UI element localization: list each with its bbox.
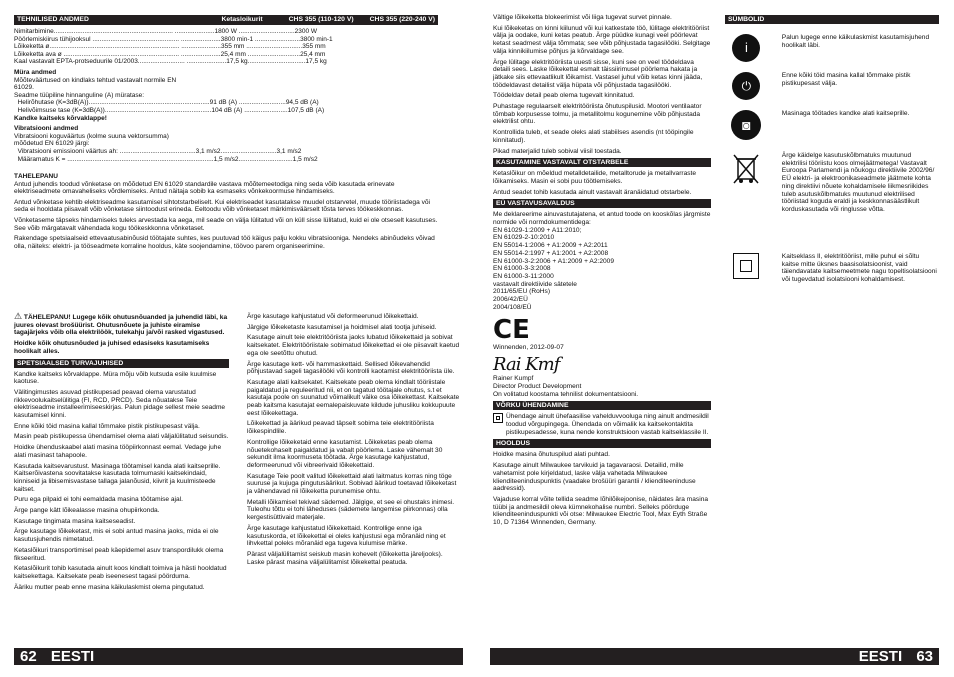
eu-title: EÜ VASTAVUSAVALDUS bbox=[493, 199, 711, 208]
vib-line: Vibratsiooni koguväärtus (kolme suuna vektorsumma) bbox=[14, 132, 169, 140]
safety-paragraph: Pikad materjalid tuleb sobival viisil toestada. bbox=[493, 147, 622, 155]
safety-paragraph: Järgige lõikeketaste kasutamisel ja hoidmisel alati tootja juhiseid. bbox=[247, 323, 437, 331]
noise-line: Helirõhutase (K=3dB(A))...................................................................91 dB (A) ..........................94,5 dB (A) bbox=[14, 99, 319, 107]
signer-authority: On volitatud koostama tehnilist dokumentatsiooni. bbox=[493, 390, 639, 398]
safety-paragraph: Töödeldav detail peab olema tugevalt kinnitatud. bbox=[493, 92, 635, 100]
safety-paragraph: Metalli lõikamisel tekivad sädemed. Jälgige, et see ei ohustaks inimesi. Tuleohu tõttu ei tohi läheduses (sädemete langemise piirkonnas) olla kergestisüttivaid materjale. bbox=[247, 498, 455, 522]
safety-paragraph: Ärge kasutage kahjustatud või deformeerunud lõikekettaid. bbox=[247, 313, 419, 320]
safety-paragraph: Puhastage regulaarselt elektritööriista õhutuspilusid. Mootori ventilaator tõmbab korpusesse tolmu, ja metallitolmu kogunemine võib põhjustada elektrilist ohtu. bbox=[493, 103, 702, 126]
spec-col-label: Ketasloikurit bbox=[221, 16, 263, 23]
symbol-text: Kaitseklass II, elektritööriist, mille puhul ei sõltu kaitse mitte üksnes baasisolatsioonist, vaid täiendavatate kaitsemeetmete nagu topeltisolatsiooni või tugevdatud isolatsiooni kohaldamisest. bbox=[781, 253, 937, 284]
notice-paragraph: Antud võnketase kehtib elektriseadme kasutamisel sihtotstarbeliselt. Kui elektriseadet kasutatakse muudel otstarvetel, muude tööriistadega või seda ei hooldata piisavalt võib võnketase siintoodust erineda. Eeltoodu võib võnketaset märkimisväärselt tõsta terves töökeskkonnas. bbox=[14, 198, 430, 214]
weee-bin-icon bbox=[732, 152, 760, 186]
place-date: Winnenden, 2012-09-07 bbox=[493, 343, 564, 351]
vib-title: Vibratsiooni andmed bbox=[14, 125, 79, 133]
keep-instructions: Hoidke kõik ohutusnõuded ja juhised edasiseks kasutamiseks hoolikalt alles. bbox=[14, 340, 210, 355]
safety-paragraph: Pärast väljalülitamist seiskub masin kohevelt (lõikeketta järeljooks). Laske pärast masina väljalülitamist lõikekettal peatuda. bbox=[247, 550, 443, 566]
eu-norm: EN 61000-3-2:2006 + A1:2009 + A2:2009 bbox=[493, 257, 614, 265]
eu-norm: EN 61029-2-10:2010 bbox=[493, 234, 555, 242]
safety-paragraph: Kasutage tingimata masina kaitseseadist. bbox=[14, 517, 136, 525]
noise-line: 61029. bbox=[14, 84, 34, 92]
symbol-text: Palun lugege enne käikulaskmist kasutamisjuhend hoolikalt läbi. bbox=[781, 34, 930, 49]
signer-name: Rainer Kumpf bbox=[493, 375, 534, 383]
safety-paragraph: Masin peab pistikupessa ühendamisel olema alati väljalülitatud seisundis. bbox=[14, 433, 229, 441]
eu-norm: EN 55014-2:1997 + A1:2001 + A2:2008 bbox=[493, 249, 609, 257]
safety-paragraph: Välitingimustes asuvad pistikupesad peavad olema varustatud rikkevoolukaitselülitiga (FI, RCD, PRCD). Seda nõuatakse Teie elektriseadme installeerimiseeskirjas. Palun pidage sellest meie seadme kasutamisel kinni. bbox=[14, 388, 226, 420]
footer-right bbox=[490, 648, 939, 665]
spec-col-110v: CHS 355 (110-120 V) bbox=[288, 16, 354, 23]
notice-paragraph: Võnketaseme täpseks hindamiseks tuleks arvestada ka aega, mil seade on välja lülitatud või on küll sisse lülitatud, kuid ei ole otseselt kasutuses. See võib märgatavalt vähendada kogu töökeskkonna võnketaset. bbox=[14, 217, 438, 232]
noise-title: Müra andmed bbox=[14, 68, 57, 76]
eu-norm: 2011/65/EU (RoHs) bbox=[493, 288, 551, 296]
symbol-text: Ärge käidelge kasutuskõlbmatuks muutunud elektrilisi tööriistu koos olmejäätmetega! Vastavalt Euroopa Parlamendi ja nõukogu direktiivile 2002/96/ EÜ elektri- ja elektroonikaseadmete jäätmete kohta ning direktiivi nõuete kohaldamisele liikmesriikides tuleb asutuskõlbmatuks muutunud elektrilised tööriistad koguda eraldi ja keskkonnasäästlikult korduskasutada või ringlusse võtta. bbox=[781, 152, 935, 213]
symbol-row bbox=[727, 253, 937, 284]
care-title: HOOLDUS bbox=[493, 439, 711, 448]
noise-line: Mõõteväärtused on kindlaks tehtud vastavalt normile EN bbox=[14, 76, 177, 84]
spec-row: Lõikeketta ø........................................................................ ......................355 mm ...............................355 mm bbox=[14, 43, 326, 51]
warning-triangle-icon: ⚠ bbox=[14, 311, 23, 321]
safety-paragraph: Kasutage Teie poolt valitud lõikekettaid alati laitmatus korras ning töge suuruse ja kujuga pingutusäärikut. Sobivad äärikud toetavad lõikeketast ja vähendavad nii lõikeketta purunemise ohtu. bbox=[247, 472, 457, 496]
spec-row: Lõikeketta ava ø ................................................................ ......................25,4 mm .............................25,4 mm bbox=[14, 50, 326, 58]
warning-text: TÄHELEPANU! Lugege kõik ohutusnõuanded ja juhendid läbi, ka juures olevast brošüürist. Ohutusnõuete ja juhiste eiramise tagajärjeks võib olla elektrilöök, tulekahju ja/või rasked vigastused. bbox=[14, 314, 228, 337]
safety-paragraph: Kasutage alati kaitsekatet. Kaitsekate peab olema kindlalt tööriistale paigaldatud ja reguleeritud nii, et on tagatud töötajale ohutus, s.t et kasutaja poole on suunatud võimalikult väike osa lõikekettast. Kaitsekate peab kaitsma kasutajat eemalepaiskuvate kildude juhusliku kokkupuute eest lõikekettaga. bbox=[247, 378, 460, 417]
net-title: VÕRKU ÜHENDAMINE bbox=[493, 401, 711, 410]
care-paragraph: Vajaduse korral võite tellida seadme lõhilõikejoonise, näidates ära masina tüübi ja andmesildil oleva kümnekohalise numbri. Selleks pöörduge klienditeeninduspunkti või otse: Milwaukee Electric Tool, Max Eyth Straße 10, D 71364 Winnenden, Germany. bbox=[493, 495, 709, 527]
symbols-section bbox=[725, 12, 939, 27]
safety-paragraph: Kandke kaitseks kõrvaklappe. Müra mõju võib kutsuda esile kuulmise kaotuse. bbox=[14, 370, 217, 386]
eu-norm: 2006/42/EÜ bbox=[493, 296, 528, 304]
safety-paragraph: Puru ega pilpaid ei tohi eemaldada masina töötamise ajal. bbox=[14, 496, 183, 504]
eu-norm: EN 61000-3-11:2000 bbox=[493, 272, 554, 280]
right-column-1 bbox=[493, 14, 711, 530]
left-column-1 bbox=[14, 313, 229, 594]
noise-line: Seadme tüüpiline hinnanguline (A) müratase: bbox=[14, 91, 145, 99]
symbol-row bbox=[727, 72, 937, 100]
symbol-text: Enne kõiki töid masina kallal tõmmake pistik pistikupesast välja. bbox=[781, 72, 911, 87]
net-text: Ühendage ainult ühefaasilise vahelduvvooluga ning ainult andmesildil toodud võrgupingega. Ühendada on võimalik ka kaitsekontaktita pistikupesadesse, kuna nende konstruktsioon vastab kaitseklassile II. bbox=[506, 413, 709, 436]
safety-paragraph: Kontrollida tuleb, et seade oleks alati stabiilses asendis (nt tööpingile kinnitatud). bbox=[493, 129, 694, 144]
noise-line: Helivõimsuse tase (K=3dB(A))...........................................................104 dB (A) ........................107,5 dB (A) bbox=[14, 106, 325, 114]
safety-paragraph: Ärge lülitage elektritööriista uuesti sisse, kuni see on veel töödeldava detaili sees. Laske lõikekettal esmalt täissiirimusel pöörlema hakata ja jätkake siis ettevaatlikult lõikamist. Vastasel juhul võib ketas kinni jääda, töödeldavast detailist välja hüpata või põhjustada tagasilööki. bbox=[493, 58, 703, 89]
signature: Rai Kmf bbox=[493, 354, 560, 376]
ce-mark: CE bbox=[493, 314, 530, 345]
safety-paragraph: Ketaslõikurit tohib kasutada ainult koos kindlalt toimiva ja hästi hooldatud kaitsekettaga. Kaitsekate peab iseenesest tagasi pöörduma. bbox=[14, 565, 227, 580]
left-column-2 bbox=[247, 313, 462, 569]
net-block bbox=[493, 413, 711, 436]
spec-row: Pöörlemiskiirus tühijooksul ................................................ ......................3800 min-1 .........................3800 min-1 bbox=[14, 35, 333, 43]
safety-paragraph: Lõikekettad ja äärikud peavad täpselt sobima teie elektritööriista lõikespindlile. bbox=[247, 420, 434, 436]
safety-title: SPETSIAALSED TURVAJUHISED bbox=[14, 359, 229, 368]
safety-paragraph: Enne kõiki töid masina kallal tõmmake pistik pistikupesast välja. bbox=[14, 422, 200, 430]
class-ii-icon bbox=[493, 413, 503, 423]
eu-norm: 2004/108/EÜ bbox=[493, 303, 532, 311]
safety-paragraph: Kasutada kaitsevarustust. Masinaga töötamisel kanda alati kaitseprille. Kaitserõivastena soovitatakse kasutada tolmumaski kaitsekindaid, kinniseid ja libisemisvastase tallaga jalanõusid, kiivrit ja kuulmisteede kaitset. bbox=[14, 462, 221, 493]
vib-line: mõõdetud EN 61029 järgi: bbox=[14, 140, 90, 148]
noise-line: Kandke kaitseks kõrvaklappe! bbox=[14, 114, 107, 122]
symbol-row bbox=[727, 110, 937, 140]
care-paragraph: Kasutage ainult Milwaukee tarvikuid ja tagavaraosi. Detailid, mille vahetamist pole kirjeldatud, laske välja vahetada Milwaukee klienditeeninduspunktis (vaadake brošüüri garantii / klienditeeninduse aadressid). bbox=[493, 462, 696, 493]
safety-paragraph: Hoidke ühenduskaabel alati masina tööpiirkonnast eemal. Vedage juhe alati masinast tahapoole. bbox=[14, 444, 222, 459]
language-label-left: EESTI bbox=[50, 648, 95, 665]
care-paragraph: Hoidke masina õhutuspilud alati puhtad. bbox=[493, 451, 610, 459]
symbol-row bbox=[727, 34, 937, 62]
spec-section bbox=[14, 12, 438, 253]
symbols-title: SÜMBOLID bbox=[725, 15, 939, 24]
eu-norm: vastavalt direktiivide sätetele bbox=[493, 280, 577, 288]
read-manual-icon: i bbox=[732, 34, 760, 62]
safety-paragraph: Ärge kasutage kett- või hammaskettaid. Sellised lõikevahendid põhjustavad sageli tagasilööki või kontrolli kaotamist elektritööriista üle. bbox=[247, 360, 455, 376]
use-paragraph: Antud seadet tohib kasutada ainult vastavalt äranäidatud otstarbele. bbox=[493, 188, 692, 196]
eu-norm: EN 61029-1:2009 + A11:2010; bbox=[493, 226, 582, 234]
safety-paragraph: Ketaslõikuri transportimisel peab käepidemel asuv transpordilukk olema fikseeritud. bbox=[14, 546, 224, 562]
safety-paragraph: Ärge pange kätt lõikealasse masina ohupiirkonda. bbox=[14, 507, 160, 515]
notice-title: TÄHELEPANU bbox=[14, 173, 58, 181]
spec-col-220v: CHS 355 (220-240 V) bbox=[369, 16, 435, 23]
symbol-text: Masinaga töötades kandke alati kaitseprille. bbox=[781, 110, 910, 117]
safety-paragraph: Ääriku mutter peab enne masina käikulaskmist olema pingutatud. bbox=[14, 583, 205, 591]
notice-paragraph: Antud juhendis toodud võnketase on mõõdetud EN 61029 standardile vastava mõõtemeetodiga ning seda võib kasutada erinevate elektriseadmete omavaheliseks võrdlemiseks. Antud näitaja sobib ka esmaseks võnkekoormuse hindamiseks. bbox=[14, 180, 395, 196]
use-title: KASUTAMINE VASTAVALT OTSTARBELE bbox=[493, 158, 711, 167]
spec-row: Kaal vastavalt EPTA-protseduurile 01/2003.......................... ......................17,5 kg................................17,5 kg bbox=[14, 58, 327, 66]
unplug-icon: ⏻ bbox=[732, 72, 760, 100]
page-number-right: 63 bbox=[916, 648, 933, 665]
safety-paragraph: Vältige lõikeketta blokeerimist või liiga tugevat survet pinnale. bbox=[493, 14, 672, 21]
signer-role: Director Product Development bbox=[493, 382, 582, 390]
symbol-row bbox=[727, 152, 937, 214]
safety-paragraph: Kui lõikeketas on kinni kiilunud või kui katkestate töö, lülitage elektritööriist välja ja oodake, kuni ketas peatub. Ärge püüdke kunagi veel pöörlevat ketast seadmest välja tõmmata; see võib põhjustada tagasilööki. Selgitage välja kinnikiilumise põhjus ja kõrvaldage see. bbox=[493, 24, 711, 55]
warning-block bbox=[14, 313, 229, 337]
vib-line: Vibratsiooni emissiooni väärtus ah: ..........................................3,1 m/s2...............................3,1 m/s2 bbox=[14, 147, 302, 155]
footer-left bbox=[14, 648, 463, 665]
safety-paragraph: Ärge kasutage lõikeketast, mis ei sobi antud masina jaoks, mida ei ole kasutusjuhendis nimetatud. bbox=[14, 528, 219, 544]
vib-line: Määramatus K = .................................................................................1,5 m/s2..............................1,5 m/s2 bbox=[14, 155, 318, 163]
safety-paragraph: Kontrollige lõikeketaid enne kasutamist. Lõikeketas peab olema nõuetekohaselt paigaldatud ja vabalt pöörlema. Laske vähemalt 30 sekundit ilma koormuseta töötada. Ärge kasutage kahjustatud, deformeerunud või vibreerivaid lõikekettaid. bbox=[247, 438, 443, 469]
notice-paragraph: Rakendage spetsiaalseid ettevaatusabinõusid töötajate suhtes, kes puutuvad töö käigus palju kokku vibratsiooniga. Nendeks abinõudeks võivad olla, näiteks: elektri- ja tööseadmete korraline hooldus, käte soojendamine, töövoo parem organiseerimine. bbox=[14, 235, 435, 250]
language-label-right: EESTI bbox=[858, 648, 903, 665]
eu-norm: EN 55014-1:2006 + A1:2009 + A2:2011 bbox=[493, 242, 608, 250]
spec-title: TEHNILISED ANDMED bbox=[17, 16, 89, 23]
safety-goggles-icon: ◙ bbox=[731, 110, 761, 140]
safety-paragraph: Kasutage ainult teie elektritööriista jaoks lubatud lõikekettaid ja sobivat kaitsekatet. Elektritööriistale sobimatud lõikekettad ei ole piisavalt kaetud ega ole seetõttu ohutud. bbox=[247, 334, 460, 357]
safety-paragraph: Ärge kasutage kahjustatud lõikekettaid. Kontrollige enne iga kasutuskorda, et lõikekettal ei oleks kahjustusi ega mõranäid ning et lihvkettal poleks mõranäid ega tugeva kulumise märke. bbox=[247, 524, 446, 548]
eu-norm: EN 61000-3-3:2008 bbox=[493, 265, 551, 273]
class-ii-icon bbox=[733, 253, 759, 279]
use-paragraph: Ketaslõikur on mõeldud metalldetailide, metalltorude ja metallvarraste lõikamiseks. Masin ei sobi puu töötlemiseks. bbox=[493, 170, 697, 185]
spec-header bbox=[14, 15, 438, 25]
eu-intro: Me deklareerime ainuvastutajatena, et antud toode on kooskõlas järgmiste normide või normdokumentidega: bbox=[493, 211, 711, 227]
page-number-left: 62 bbox=[20, 648, 37, 665]
spec-row: Nimitarbimine.................................................................. ......................1800 W ...............................2300 W bbox=[14, 28, 318, 35]
